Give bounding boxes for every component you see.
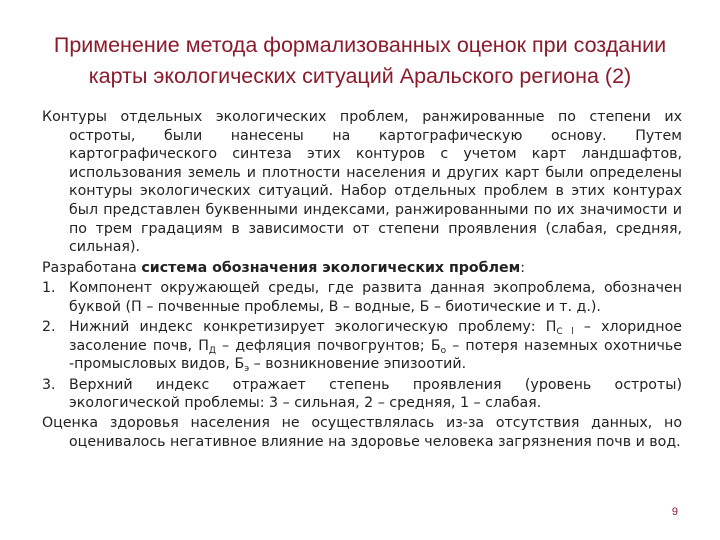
list-item-3-number: 3.	[42, 376, 56, 393]
paragraph-health-text: Оценка здоровья населения не осуществлялась из-за отсутствия данных, но оценивалось негативное влияние на здоровье человека загрязнения почв и вод.	[42, 415, 682, 451]
subscript-o: о	[440, 345, 447, 356]
list-item-3-text: Верхний индекс отражает степень проявления (уровень остроты) экологической проблемы: 3 – сильная, 2 – средняя, 1 – слабая.	[69, 376, 682, 412]
slide-title	[30, 30, 690, 92]
title-line-2: карты экологических ситуаций Аральского региона (2)	[88, 64, 632, 88]
paragraph-system	[42, 259, 682, 278]
slide-body	[42, 108, 682, 453]
subscript-cl: С l	[556, 326, 574, 337]
list-item-1-text: Компонент окружающей среды, где развита данная экопроблема, обозначен буквой (П – почвенные проблемы, В – водные, Б – биотические и т. д.).	[69, 279, 682, 315]
list-item-1	[42, 279, 682, 316]
list-item-2	[42, 318, 682, 374]
system-bold-text: система обозначения экологических проблем	[141, 259, 521, 276]
subscript-e: э	[244, 364, 250, 375]
paragraph-contours	[42, 108, 682, 257]
list-item-3	[42, 376, 682, 413]
list-item-2-text-a: Нижний индекс конкретизирует экологическую проблему: П	[69, 318, 557, 335]
list-item-2-text-c: – дефляция почвогрунтов; Б	[215, 337, 441, 354]
paragraph-contours-text: Контуры отдельных экологических проблем, ранжированные по степени их остроты, были нанесены на картографическую основу. Путем картографического синтеза этих контуров с учетом карт ландшафтов, использования земель и плотности населения и других карт были определены контуры экологических ситуаций. Набор отдельных проблем в этих контурах был представлен буквенными индексами, ранжированными по их значимости и по трем градациям в зависимости от степени проявления (слабая, средняя, сильная).	[42, 109, 682, 256]
list-item-2-text-b: – хлоридное засоление почв, П	[69, 318, 682, 354]
list-item-2-number: 2.	[42, 318, 56, 335]
system-intro-text: Разработана	[42, 259, 142, 276]
subscript-d: Д	[208, 345, 216, 356]
list-item-1-number: 1.	[42, 279, 56, 296]
list-item-2-text-e: – возникновение эпизоотий.	[249, 356, 467, 373]
system-colon: :	[520, 259, 525, 276]
list-item-2-text-d: – потеря наземных охотничье -промысловых видов, Б	[69, 337, 682, 373]
page-number: 9	[671, 506, 678, 518]
paragraph-health	[42, 414, 682, 451]
title-line-1: Применение метода формализованных оценок при создании	[53, 33, 667, 57]
